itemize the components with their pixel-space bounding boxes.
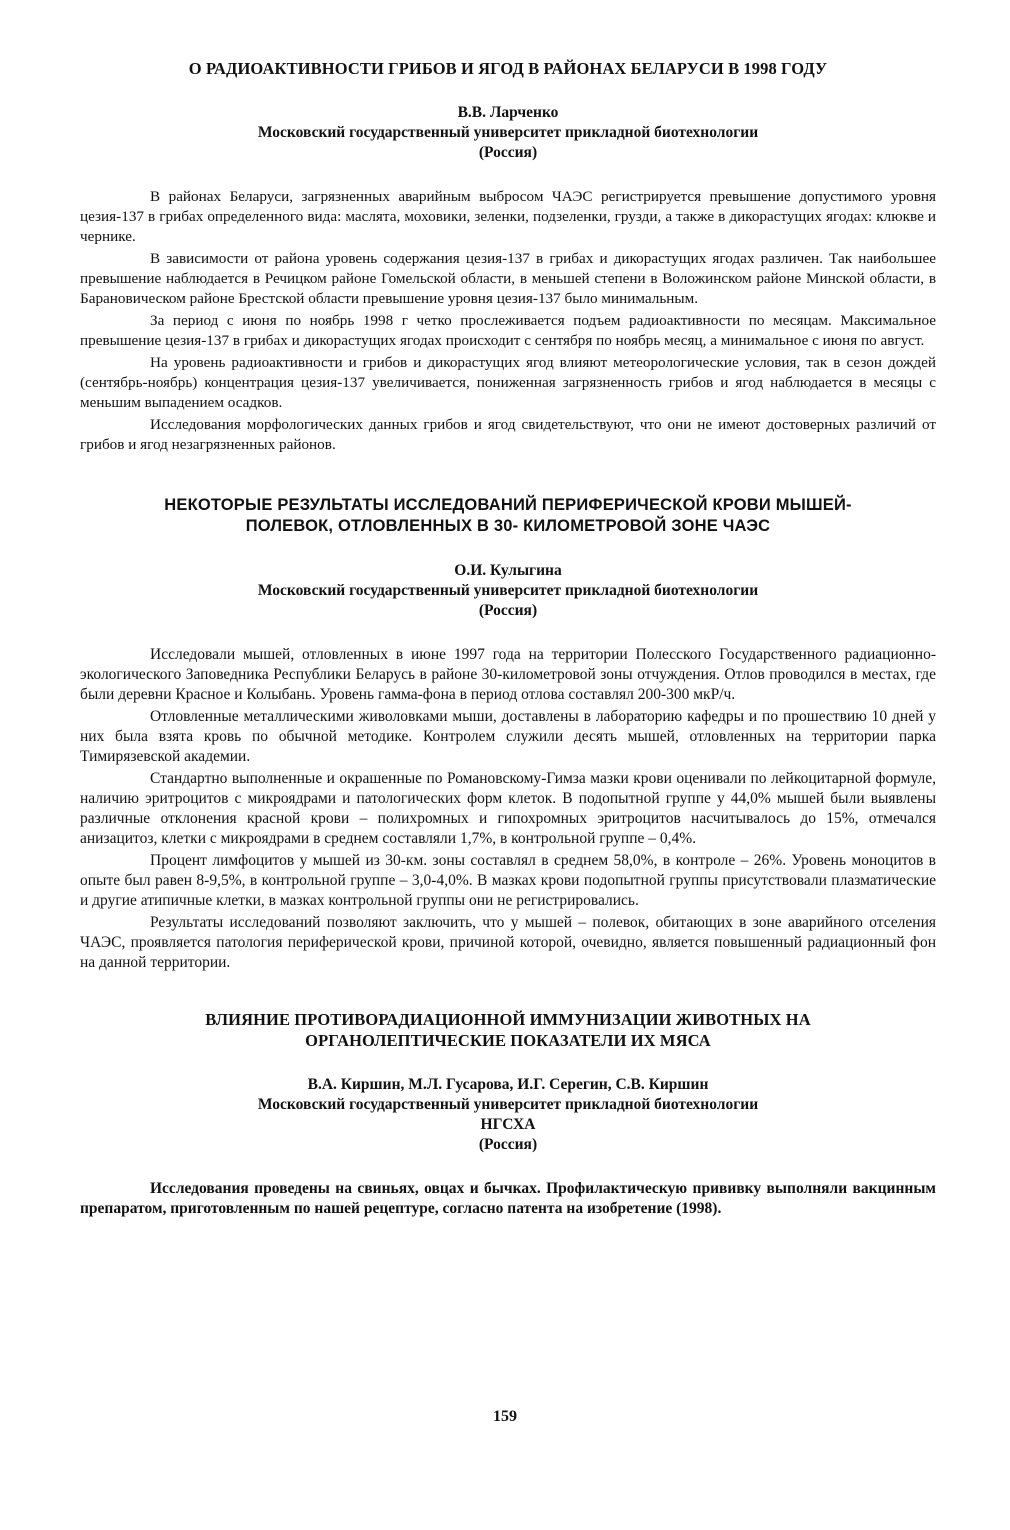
article-3 [80, 1009, 936, 1219]
paragraph: Процент лимфоцитов у мышей из 30-км. зоны составлял в среднем 58,0%, в контроле – 26%. Уровень моноцитов в опыте был равен 8-9,5%, в контрольной группе – 3,0-4,0%. В мазках крови подопытной группы присутствовали плазматические и другие атипичные клетки, в мазках контрольной группы они не регистрировались. [80, 852, 936, 909]
affiliation-country: (Россия) [478, 144, 538, 161]
paragraph: За период с июня по ноябрь 1998 г четко прослеживается подъем радиоактивности по месяцам. Максимальное превышение цезия-137 в грибах и дикорастущих ягодах происходит с сентября по ноябрь месяц, а минимальное с июня по август. [80, 312, 936, 349]
affiliation: Московский государственный университет прикладной биотехнологии [257, 582, 759, 599]
article-title-line: ПОЛЕВОК, ОТЛОВЛЕННЫХ В 30- КИЛОМЕТРОВОЙ ЗОНЕ ЧАЭС [245, 517, 771, 535]
article-byline [80, 561, 936, 621]
paragraph: Отловленные металлическими живоловками мыши, доставлены в лабораторию кафедры и по прошествию 10 дней у них была взята кровь по обычной методике. Контролем служили десять мышей, отловленных на территории парка Тимирязевской академии. [80, 708, 936, 765]
article-1 [80, 58, 936, 455]
paragraph: Исследования морфологических данных грибов и ягод свидетельствуют, что они не имеют достоверных различий от грибов и ягод незагрязненных районов. [80, 416, 936, 453]
paragraph: В районах Беларуси, загрязненных аварийным выбросом ЧАЭС регистрируется превышение допустимого уровня цезия-137 в грибах определенного вида: маслята, моховики, зеленки, подзеленки, грузди, а также в дикорастущих ягодах: клюкве и чернике. [80, 188, 936, 245]
author-names: В.А. Киршин, М.Л. Гусарова, И.Г. Серегин, С.В. Киршин [307, 1076, 709, 1093]
article-title-line: ВЛИЯНИЕ ПРОТИВОРАДИАЦИОННОЙ ИММУНИЗАЦИИ ЖИВОТНЫХ НА [205, 1010, 811, 1029]
affiliation-country: (Россия) [478, 1136, 538, 1153]
article-title-line: НЕКОТОРЫЕ РЕЗУЛЬТАТЫ ИССЛЕДОВАНИЙ ПЕРИФЕРИЧЕСКОЙ КРОВИ МЫШЕЙ- [164, 496, 852, 514]
article-title [80, 495, 936, 537]
page-number: 159 [493, 1408, 517, 1425]
article-2 [80, 495, 936, 973]
paragraph: На уровень радиоактивности и грибов и дикорастущих ягод влияют метеорологические условия, так в сезон дождей (сентябрь-ноябрь) концентрация цезия-137 увеличивается, пониженная загрязненность грибов и ягод наблюдается в месяцы с меньшим выпадением осадков. [80, 354, 936, 411]
author-names: В.В. Ларченко [457, 104, 559, 121]
article-title-line: ОРГАНОЛЕПТИЧЕСКИЕ ПОКАЗАТЕЛИ ИХ МЯСА [305, 1031, 711, 1050]
paragraph: Исследовали мышей, отловленных в июне 1997 года на территории Полесского Государственного радиационно-экологического Заповедника Республики Беларусь в районе 30-километровой зоны отчуждения. Отлов проводился в местах, где были деревни Красное и Колыбань. Уровень гамма-фона в период отлова составлял 200-300 мкР/ч. [80, 646, 936, 703]
article-title: О РАДИОАКТИВНОСТИ ГРИБОВ И ЯГОД В РАЙОНАХ БЕЛАРУСИ В 1998 ГОДУ [188, 59, 828, 78]
paragraph: Результаты исследований позволяют заключить, что у мышей – полевок, обитающих в зоне аварийного отселения ЧАЭС, проявляется патология периферической крови, причиной которой, очевидно, является повышенный радиационный фон на данной территории. [80, 914, 936, 971]
article-byline [80, 1075, 936, 1155]
affiliation: Московский государственный университет прикладной биотехнологии [257, 1096, 759, 1113]
author-names: О.И. Кулыгина [454, 562, 562, 579]
paragraph: Стандартно выполненные и окрашенные по Романовскому-Гимза мазки крови оценивали по лейкоцитарной формуле, наличию эритроцитов с микроядрами и патологических форм клеток. В подопытной группе у 44,0% мышей были выявлены различные отклонения красной крови – полихромных и гипохромных эритроцитов насчитывалось до 15%, отмечался анизацитоз, клетки с микроядрами в среднем составляли 1,7%, в контрольной группе – 0,4%. [80, 770, 936, 847]
affiliation-country: (Россия) [478, 602, 538, 619]
paragraph: Исследования проведены на свиньях, овцах и бычках. Профилактическую прививку выполняли вакцинным препаратом, приготовленным по нашей рецептуре, согласно патента на изобретение (1998). [80, 1180, 936, 1217]
article-title [80, 1009, 936, 1051]
article-byline [80, 103, 936, 163]
paragraph: В зависимости от района уровень содержания цезия-137 в грибах и дикорастущих ягодах различен. Так наибольшее превышение наблюдается в Речицком районе Гомельской области, в меньшей степени в Воложинском районе Минской области, в Барановическом районе Брестской области превышение уровня цезия-137 было минимальным. [80, 250, 936, 307]
affiliation: Московский государственный университет прикладной биотехнологии [257, 124, 759, 141]
affiliation: НГСХА [480, 1116, 536, 1133]
